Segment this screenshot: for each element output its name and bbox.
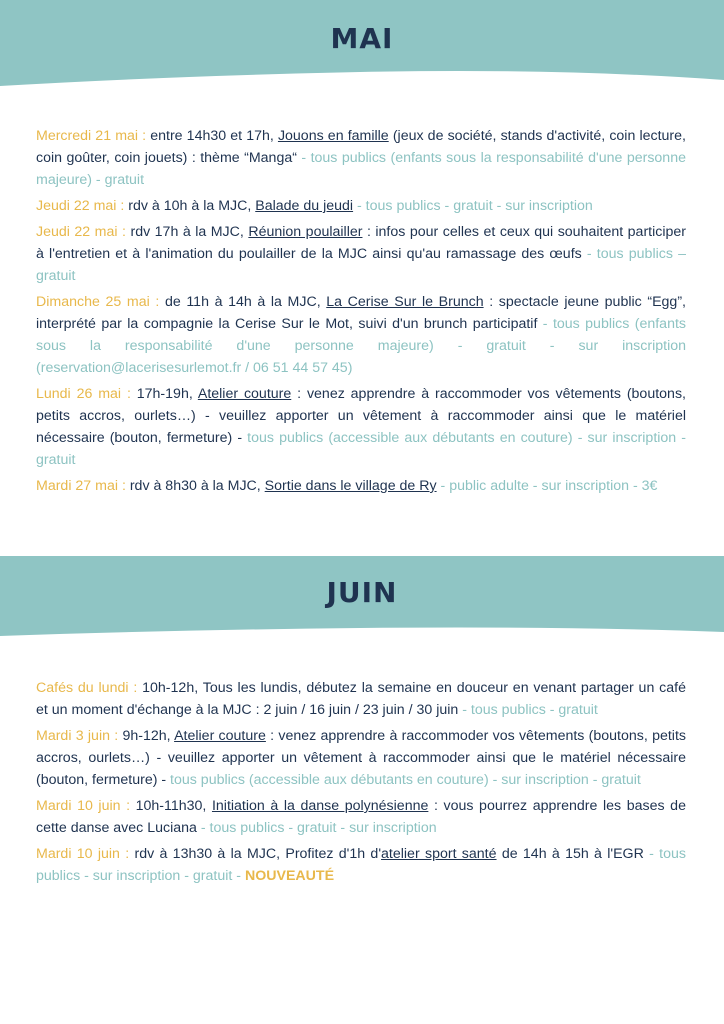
event-list-juin (36, 677, 686, 891)
event-item: Dimanche 25 mai : de 11h à 14h à la MJC, La Cerise Sur le Brunch : spectacle jeune public “Egg”, interprété par la compagnie la Cerise Sur le Mot, suivi d'un brunch participatif - tous publics (enfants sous la responsabilité d'une personne majeure) - gratuit - sur inscription (reservation@lacerisesurlemot.fr / 06 51 44 57 45) (36, 294, 687, 376)
event-item: Mardi 3 juin : 9h-12h, Atelier couture : venez apprendre à raccommoder vos vêtements (boutons, petits accros, ourlets…) - veuillez apporter un vêtement à raccommoder ainsi que le matériel nécessaire (bouton, fermeture) - tous publics (accessible aux débutants en couture) - sur inscription - gratuit (36, 728, 686, 788)
event-link[interactable]: Réunion poulailler (248, 224, 363, 240)
event-link[interactable]: La Cerise Sur le Brunch (326, 294, 484, 310)
event-list-mai (36, 125, 686, 501)
event-item: Lundi 26 mai : 17h-19h, Atelier couture : venez apprendre à raccommoder vos vêtements (boutons, petits accros, ourlets…) - veuillez apporter un vêtement à raccommoder ainsi que le matériel nécessaire (bouton, fermeture) - tous publics (accessible aux débutants en couture) - sur inscription - gratuit (36, 386, 686, 468)
section-title-juin: JUIN (326, 576, 398, 609)
event-date: Jeudi 22 mai : (36, 198, 129, 214)
event-link[interactable]: atelier sport santé (381, 846, 497, 862)
event-item: Mardi 10 juin : 10h-11h30, Initiation à la danse polynésienne : vous pourrez apprendre les bases de cette danse avec Luciana - tous publics - gratuit - sur inscription (36, 798, 686, 836)
event-link[interactable]: Balade du jeudi (255, 198, 354, 214)
event-date: Mercredi 21 mai : (36, 128, 151, 144)
event-link[interactable]: Sortie dans le village de Ry (264, 478, 437, 494)
event-date: Cafés du lundi : (36, 680, 143, 696)
event-date: Lundi 26 mai : (36, 386, 137, 402)
event-item: Mercredi 21 mai : entre 14h30 et 17h, Jouons en famille (jeux de société, stands d'activité, coin lecture, coin goûter, coin jouets) : thème “Manga“ - tous publics (enfants sous la responsabilité d'une personne majeure) - gratuit (36, 128, 686, 188)
event-item: Jeudi 22 mai : rdv 17h à la MJC, Réunion poulailler : infos pour celles et ceux qui souhaitent participer à l'entretien et à l'animation du poulailler de la MJC ainsi qu'au ramassage des œufs - tous publics – gratuit (36, 224, 687, 284)
event-link[interactable]: Jouons en famille (277, 128, 389, 144)
event-item: Mardi 10 juin : rdv à 13h30 à la MJC, Profitez d'1h d'atelier sport santé de 14h à 15h à l'EGR - tous publics - sur inscription - gratuit - NOUVEAUTÉ (36, 846, 686, 884)
event-date: Mardi 27 mai : (36, 478, 130, 494)
event-date: Mardi 10 juin : (36, 798, 136, 814)
event-date: Dimanche 25 mai : (36, 294, 165, 310)
event-link[interactable]: Atelier couture (174, 728, 266, 744)
new-badge: NOUVEAUTÉ (244, 868, 335, 884)
event-date: Mardi 10 juin : (36, 846, 135, 862)
event-link[interactable]: Initiation à la danse polynésienne (211, 798, 429, 814)
event-link[interactable]: Atelier couture (197, 386, 292, 402)
event-item: Cafés du lundi : 10h-12h, Tous les lundis, débutez la semaine en douceur en venant partager un café et un moment d'échange à la MJC : 2 juin / 16 juin / 23 juin / 30 juin - tous publics - gratuit (36, 680, 686, 718)
section-title-mai: MAI (330, 22, 394, 55)
event-date: Mardi 3 juin : (36, 728, 123, 744)
event-item: Mardi 27 mai : rdv à 8h30 à la MJC, Sortie dans le village de Ry - public adulte - sur inscription - 3€ (36, 478, 658, 494)
event-item: Jeudi 22 mai : rdv à 10h à la MJC, Balade du jeudi - tous publics - gratuit - sur inscription (36, 198, 593, 214)
event-date: Jeudi 22 mai : (36, 224, 131, 240)
